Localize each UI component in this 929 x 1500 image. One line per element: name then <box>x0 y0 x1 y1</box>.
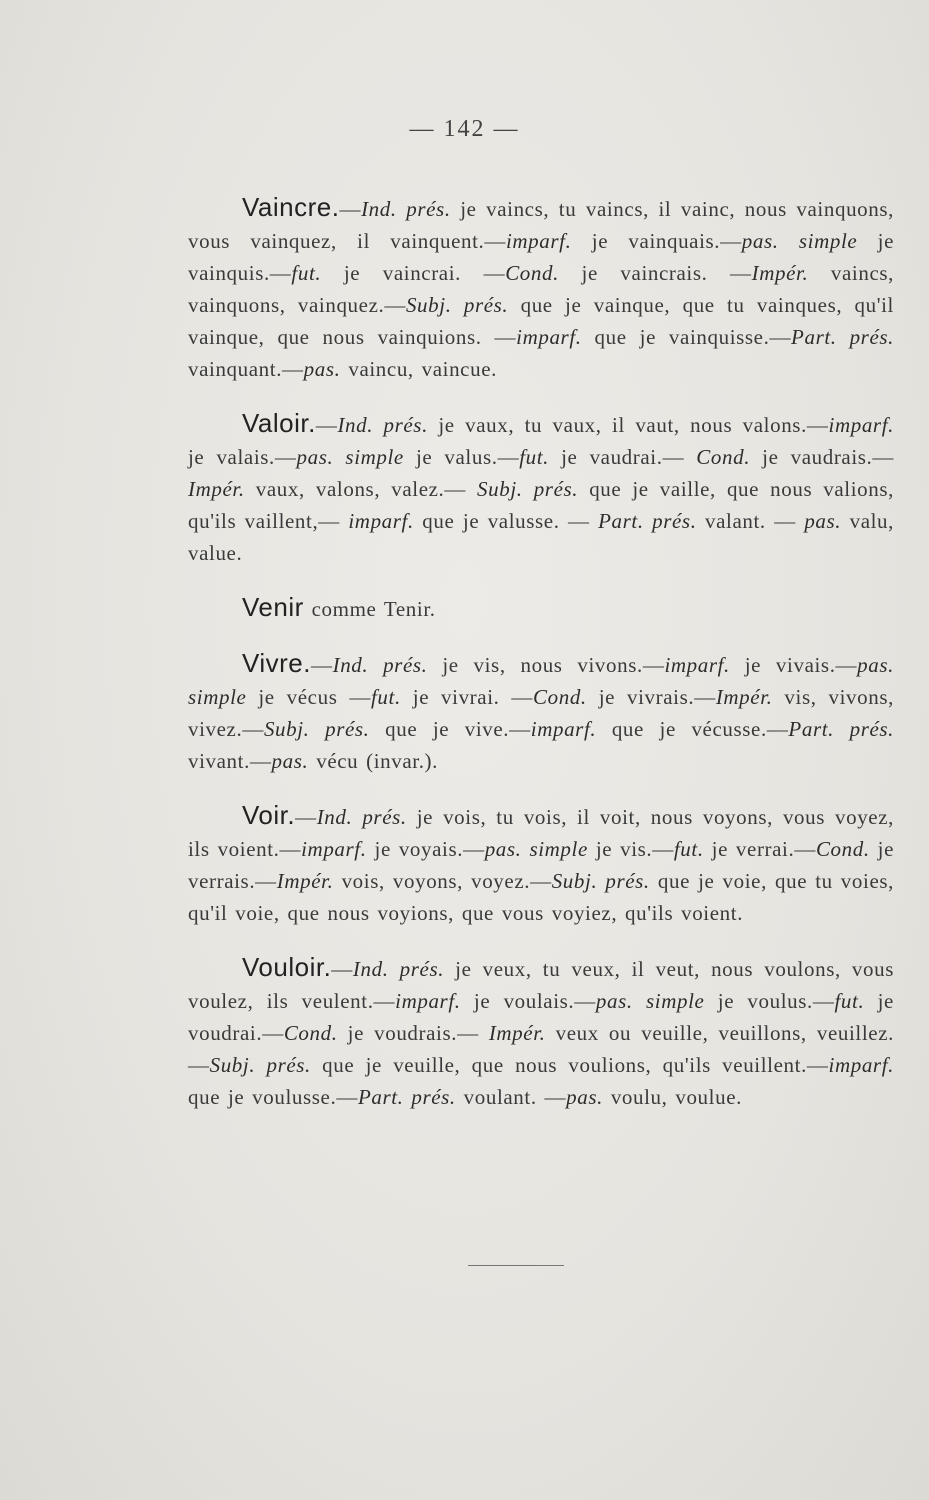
verb-heading: Vivre. <box>242 648 311 678</box>
conjugation-text: — <box>331 957 353 981</box>
conjugation-text: je vivrais.— <box>586 685 716 709</box>
verb-heading: Vaincre. <box>242 192 340 222</box>
tense-label: imparf. <box>530 717 597 741</box>
tense-label: pas. simple <box>188 653 894 709</box>
tense-label: imparf. <box>505 229 572 253</box>
tense-label: Part. prés. <box>357 1085 456 1109</box>
conjugation-text: je vaudrais.— <box>750 445 894 469</box>
conjugation-text: que je vainque, que tu vainques, qu'il vainque, que nous vainquions. — <box>188 293 894 349</box>
tense-label: imparf. <box>828 1053 894 1077</box>
conjugation-text: je vis.— <box>587 837 674 861</box>
tense-label: Ind. prés. <box>352 957 445 981</box>
conjugation-text: je vivais.— <box>729 653 858 677</box>
tense-label: pas. simple <box>484 837 588 861</box>
conjugation-text: que je vécusse.— <box>596 717 789 741</box>
conjugation-text: je vaincs, tu vaincs, il vainc, nous vainquons, vous vainquez, il vainquent.— <box>188 197 894 253</box>
tense-label: Cond. <box>505 261 559 285</box>
end-rule <box>468 1265 564 1266</box>
conjugation-text: vaincu, vaincue. <box>340 357 497 381</box>
conjugation-text: voulant. — <box>455 1085 567 1109</box>
tense-label: Part. prés. <box>791 325 894 349</box>
conjugation-text: vois, voyons, voyez.— <box>333 869 552 893</box>
tense-label: Cond. <box>283 1021 338 1045</box>
tense-label: Impér. <box>715 685 773 709</box>
conjugation-text: veux ou veuille, veuillons, veuillez.— <box>188 1021 894 1077</box>
verb-entry-venir <box>188 591 894 625</box>
tense-label: Ind. prés. <box>316 805 407 829</box>
conjugation-text: que je voie, que tu voies, qu'il voie, que nous voyions, que vous voyiez, qu'ils voient. <box>188 869 894 925</box>
verb-entry-vouloir <box>188 951 894 1113</box>
verb-entry-vaincre <box>188 191 894 385</box>
page-number: — 142 — <box>409 116 520 142</box>
conjugation-text: je valus.— <box>403 445 520 469</box>
tense-label: Subj. prés. <box>263 717 370 741</box>
verb-heading: Vouloir. <box>242 952 332 982</box>
conjugation-text: je valais.— <box>188 445 297 469</box>
tense-label: Subj. prés. <box>209 1053 311 1077</box>
conjugation-text: je vis, nous vivons.— <box>427 653 665 677</box>
tense-label: pas. <box>271 749 309 773</box>
conjugation-list <box>188 170 894 1135</box>
tense-label: imparf. <box>348 509 414 533</box>
tense-label: Impér. <box>488 1021 546 1045</box>
tense-label: fut. <box>371 685 401 709</box>
tense-label: Subj. prés. <box>551 869 650 893</box>
verb-entry-valoir <box>188 407 894 569</box>
tense-label: Part. prés. <box>598 509 697 533</box>
conjugation-text: je verrais.— <box>188 837 894 893</box>
tense-label: imparf. <box>828 413 894 437</box>
conjugation-text: je vainquais.— <box>571 229 742 253</box>
conjugation-text: — <box>315 413 338 437</box>
conjugation-text: je vaincrais. — <box>558 261 752 285</box>
conjugation-text: je verrai.— <box>703 837 816 861</box>
tense-label: imparf. <box>664 653 730 677</box>
conjugation-text: que je vainquisse.— <box>581 325 792 349</box>
tense-label: fut. <box>519 445 550 469</box>
conjugation-text: que je vive.— <box>369 717 531 741</box>
tense-label: pas. <box>566 1085 603 1109</box>
conjugation-text: vis, vivons, vivez.— <box>188 685 894 741</box>
tense-label: Subj. prés. <box>405 293 509 317</box>
conjugation-text: que je veuille, que nous voulions, qu'ils veuillent.— <box>310 1053 829 1077</box>
conjugation-text: vaincs, vainquons, vainquez.— <box>188 261 895 317</box>
conjugation-text: je voulais.— <box>460 989 596 1013</box>
conjugation-text: valu, value. <box>188 509 895 565</box>
tense-label: Cond. <box>533 685 587 709</box>
tense-label: fut. <box>834 989 865 1013</box>
conjugation-text: je voudrais.— <box>337 1021 489 1045</box>
tense-label: Impér. <box>751 261 809 285</box>
tense-label: Impér. <box>188 477 245 501</box>
tense-label: Ind. prés. <box>332 653 428 677</box>
conjugation-text: je vainquis.— <box>188 229 894 285</box>
conjugation-text: je veux, tu veux, il veut, nous voulons, vous voulez, ils veulent.— <box>188 957 894 1013</box>
conjugation-text: — <box>311 653 333 677</box>
conjugation-text: que je valusse. — <box>413 509 599 533</box>
conjugation-text: je vivrai. — <box>400 685 534 709</box>
tense-label: imparf. <box>395 989 461 1013</box>
tense-label: pas. simple <box>296 445 404 469</box>
tense-label: imparf. <box>516 325 582 349</box>
conjugation-text: — <box>339 197 362 221</box>
tense-label: Part. prés. <box>788 717 895 741</box>
conjugation-text: je voyais.— <box>366 837 485 861</box>
verb-heading: Voir. <box>242 800 296 830</box>
tense-label: Ind. prés. <box>361 197 451 221</box>
conjugation-text: je vaudrai.— <box>549 445 697 469</box>
conjugation-text: voulu, voulue. <box>602 1085 742 1109</box>
verb-entry-vivre <box>188 647 894 777</box>
conjugation-text: valant. — <box>696 509 805 533</box>
tense-label: Cond. <box>815 837 870 861</box>
tense-label: pas. simple <box>741 229 858 253</box>
tense-label: Subj. prés. <box>477 477 579 501</box>
conjugation-text: — <box>295 805 317 829</box>
verb-heading: Venir <box>242 592 304 622</box>
tense-label: fut. <box>673 837 704 861</box>
conjugation-text: je vécus — <box>246 685 371 709</box>
conjugation-text: que je vaille, que nous valions, qu'ils vaillent,— <box>188 477 894 533</box>
conjugation-text: comme Tenir. <box>303 597 436 621</box>
verb-heading: Valoir. <box>242 408 316 438</box>
conjugation-text: vivant.— <box>188 749 272 773</box>
tense-label: pas. <box>804 509 842 533</box>
conjugation-text: je voudrai.— <box>188 989 894 1045</box>
conjugation-text: vainquant.— <box>188 357 304 381</box>
conjugation-text: je voulus.— <box>704 989 835 1013</box>
conjugation-text: que je voulusse.— <box>188 1085 358 1109</box>
verb-entry-voir <box>188 799 894 929</box>
tense-label: Ind. prés. <box>337 413 428 437</box>
tense-label: Cond. <box>696 445 751 469</box>
tense-label: imparf. <box>301 837 367 861</box>
tense-label: pas. simple <box>595 989 705 1013</box>
tense-label: Impér. <box>276 869 334 893</box>
conjugation-text: je vaux, tu vaux, il vaut, nous valons.— <box>427 413 829 437</box>
conjugation-text: je vaincrai. — <box>321 261 506 285</box>
conjugation-text: vécu (invar.). <box>308 749 438 773</box>
tense-label: fut. <box>291 261 322 285</box>
tense-label: pas. <box>303 357 341 381</box>
conjugation-text: je vois, tu vois, il voit, nous voyons, vous voyez, ils voient.— <box>188 805 894 861</box>
conjugation-text: vaux, valons, valez.— <box>244 477 478 501</box>
